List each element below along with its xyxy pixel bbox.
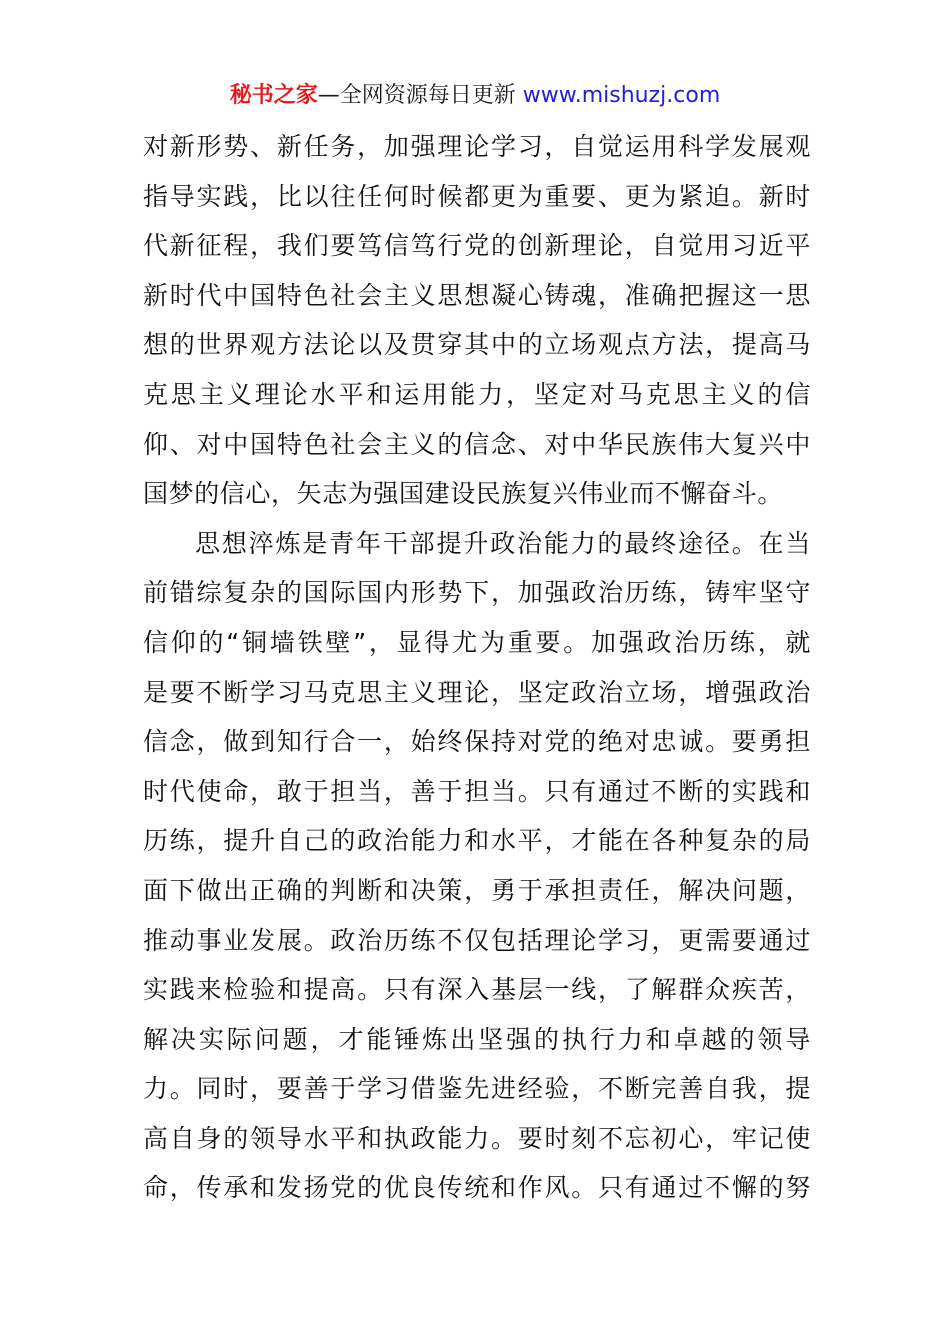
paragraph-1-line-4: 新时代中国特色社会主义思想凝心铸魂，准确把握这一思 <box>143 280 811 310</box>
brand-name: 秘书之家 <box>229 83 318 108</box>
paragraph-1-line-2: 指导实践，比以往任何时候都更为重要、更为紧迫。新时 <box>143 181 811 211</box>
page-header <box>0 78 950 114</box>
paragraph-2-line-12: 力。同时，要善于学习借鉴先进经验，不断完善自我，提 <box>143 1074 811 1104</box>
header-tagline: —全网资源每日更新 <box>317 83 523 108</box>
paragraph-2-line-13: 高自身的领导水平和执政能力。要时刻不忘初心，牢记使 <box>143 1123 811 1153</box>
paragraph-1-line-5: 想的世界观方法论以及贯穿其中的立场观点方法，提高马 <box>143 330 811 360</box>
paragraph-2-line-9: 推动事业发展。政治历练不仅包括理论学习，更需要通过 <box>143 925 811 955</box>
paragraph-2-line-10: 实践来检验和提高。只有深入基层一线，了解群众疾苦， <box>143 975 811 1005</box>
paragraph-2-line-11: 解决实际问题，才能锤炼出坚强的执行力和卓越的领导 <box>143 1024 811 1054</box>
paragraph-1-line-3: 代新征程，我们要笃信笃行党的创新理论，自觉用习近平 <box>143 231 811 261</box>
document-body <box>143 122 811 1213</box>
paragraph-2-line-3: 信仰的“铜墙铁壁”，显得尤为重要。加强政治历练，就 <box>143 627 811 657</box>
paragraph-2-line-2: 前错综复杂的国际国内形势下，加强政治历练，铸牢坚守 <box>143 578 811 608</box>
paragraph-2-line-5: 信念，做到知行合一，始终保持对党的绝对忠诚。要勇担 <box>143 727 811 757</box>
paragraph-1-line-6: 克思主义理论水平和运用能力，坚定对马克思主义的信 <box>143 379 811 409</box>
paragraph-2-line-8: 面下做出正确的判断和决策，勇于承担责任，解决问题， <box>143 875 811 905</box>
paragraph-2-line-4: 是要不断学习马克思主义理论，坚定政治立场，增强政治 <box>143 677 811 707</box>
paragraph-2-line-14: 命，传承和发扬党的优良传统和作风。只有通过不懈的努 <box>143 1173 811 1203</box>
paragraph-1-line-8: 国梦的信心，矢志为强国建设民族复兴伟业而不懈奋斗。 <box>143 479 784 509</box>
paragraph-2-line-7: 历练，提升自己的政治能力和水平，才能在各种复杂的局 <box>143 826 811 856</box>
paragraph-2-line-1: 思想淬炼是青年干部提升政治能力的最终途径。在当 <box>195 528 811 558</box>
paragraph-1-line-7: 仰、对中国特色社会主义的信念、对中华民族伟大复兴中 <box>143 429 811 459</box>
paragraph-1-line-1: 对新形势、新任务，加强理论学习，自觉运用科学发展观 <box>143 132 811 161</box>
paragraph-2-line-6: 时代使命，敢于担当，善于担当。只有通过不断的实践和 <box>143 776 811 806</box>
site-url-link[interactable]: www.mishuzj.com <box>522 83 721 108</box>
